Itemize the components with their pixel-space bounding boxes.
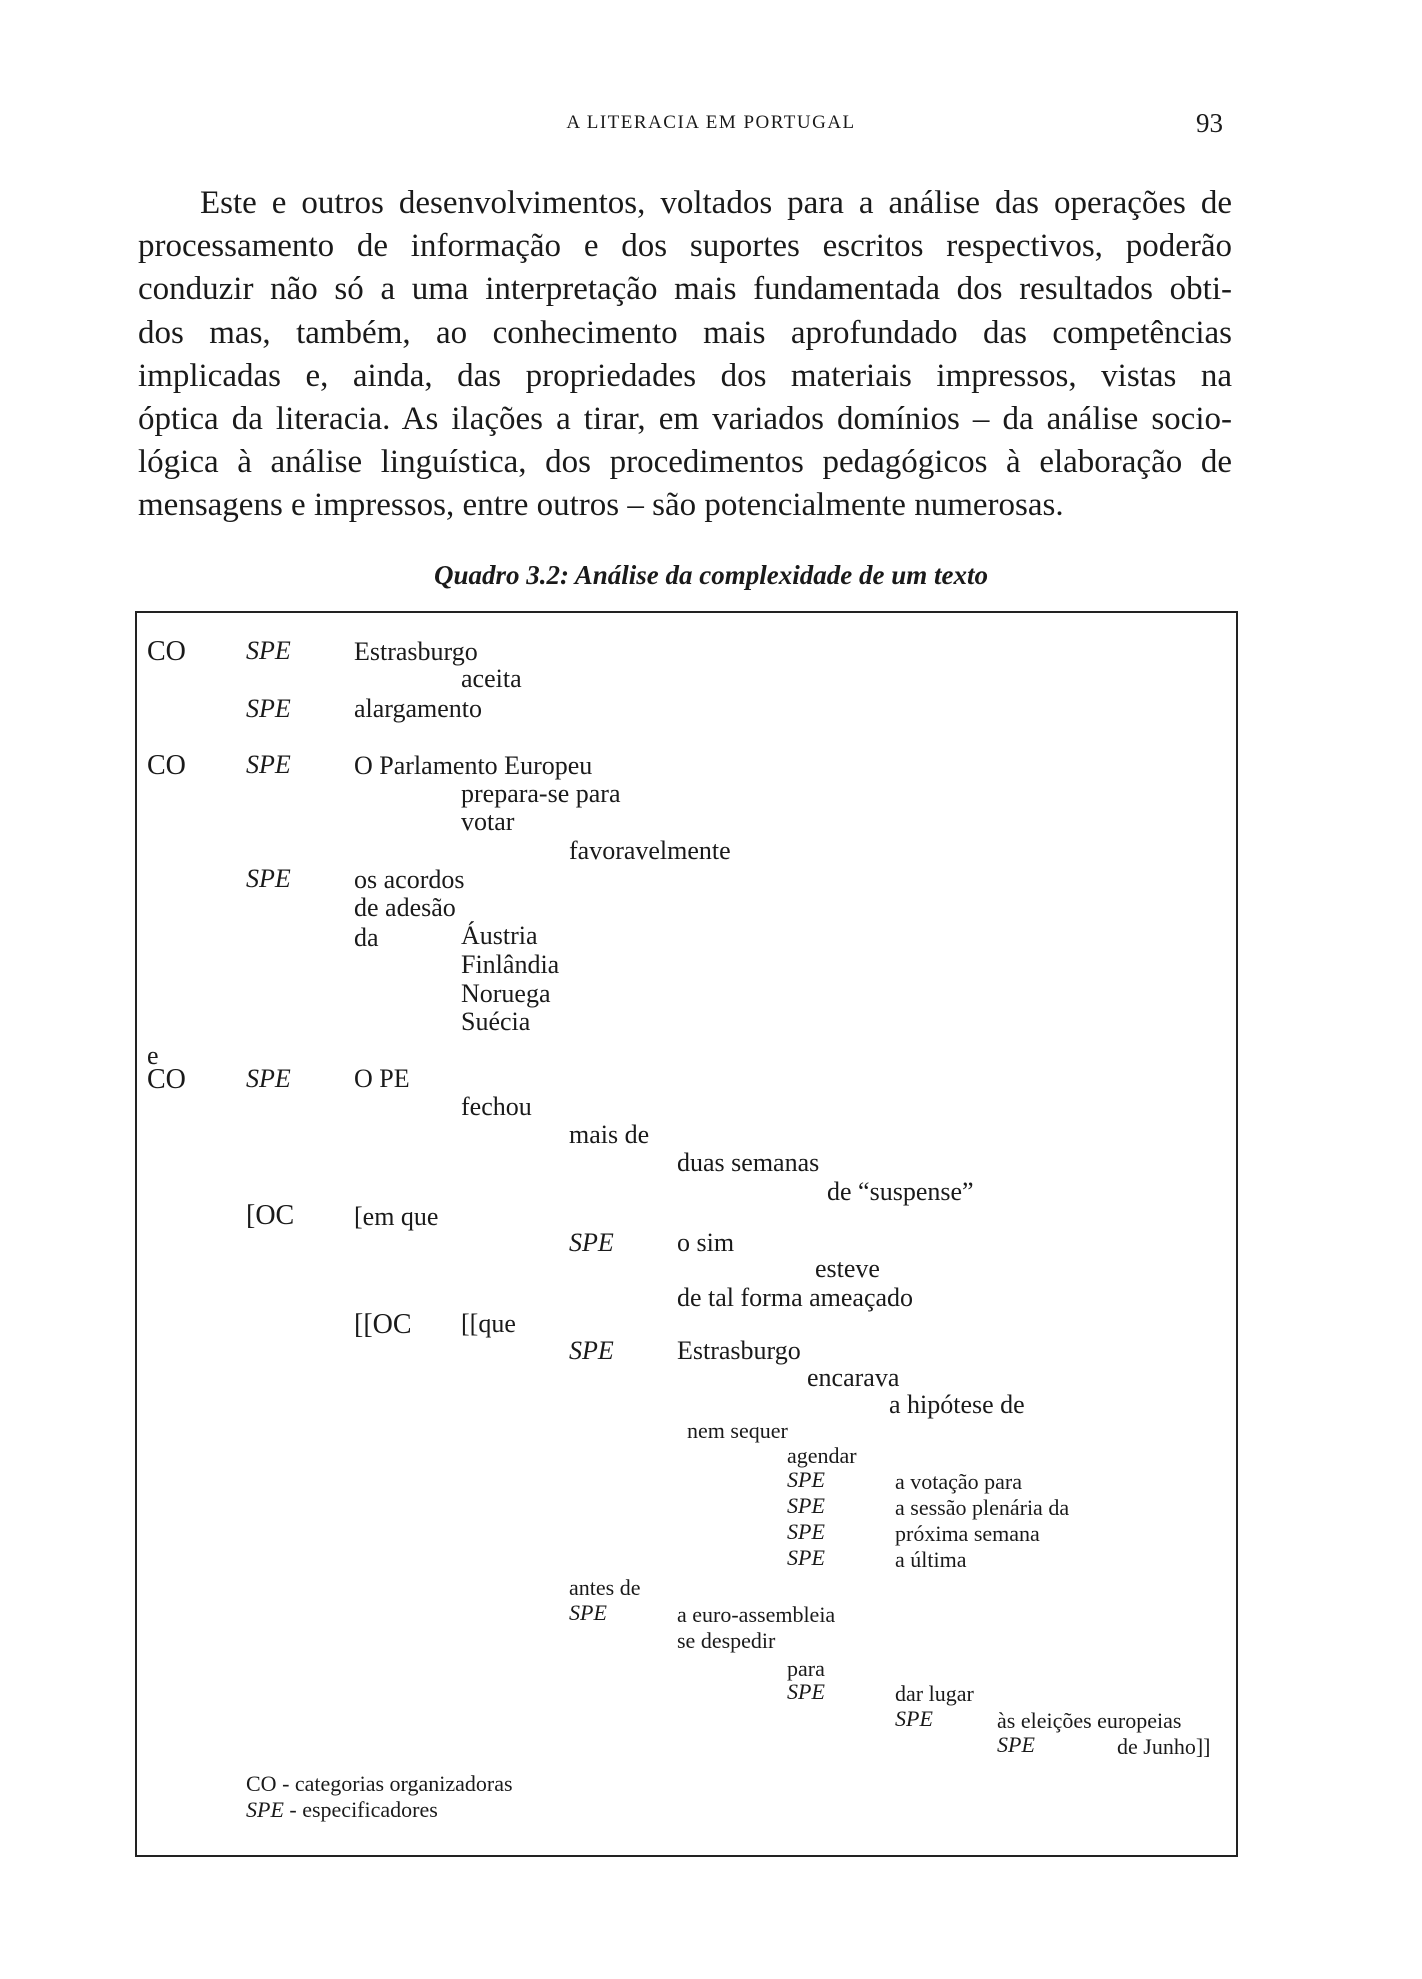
legend-text: - categorias organizadoras	[276, 1771, 513, 1796]
tree-token: alargamento	[354, 694, 483, 723]
body-line: lógica à análise linguística, dos procedimentos pedagógicos à elaboração de	[138, 444, 1232, 481]
legend-item	[246, 1799, 438, 1821]
tree-token: nem sequer	[687, 1418, 788, 1443]
tree-token: antes de	[569, 1575, 641, 1600]
body-paragraph	[138, 182, 1232, 528]
analysis-box	[135, 611, 1238, 1857]
tree-token: Estrasburgo	[677, 1336, 801, 1365]
tree-token: para	[787, 1656, 825, 1681]
tree-token: SPE	[246, 864, 291, 893]
tree-token: SPE	[246, 636, 291, 665]
figure-caption: Quadro 3.2: Análise da complexidade de um texto	[434, 560, 988, 590]
tree-token: a sessão plenária da	[895, 1495, 1070, 1520]
tree-token: da	[354, 923, 379, 952]
tree-token: SPE	[787, 1545, 825, 1570]
tree-token: de Junho]]	[1117, 1734, 1211, 1759]
tree-token: de adesão	[354, 893, 456, 922]
tree-token: [em que	[354, 1202, 439, 1231]
tree-token: favoravelmente	[569, 836, 731, 865]
tree-token: votar	[461, 807, 515, 836]
tree-token: de tal forma ameaçado	[677, 1283, 914, 1312]
tree-token: SPE	[787, 1467, 825, 1492]
tree-token: SPE	[246, 1064, 291, 1093]
tree-token: [[OC	[354, 1309, 412, 1340]
tree-token: SPE	[569, 1600, 607, 1625]
legend-item	[246, 1773, 513, 1795]
tree-token: Estrasburgo	[354, 637, 478, 666]
tree-token: Noruega	[461, 979, 551, 1008]
tree-token: Áustria	[461, 921, 538, 950]
tree-token: a hipótese de	[889, 1390, 1025, 1419]
tree-token: próxima semana	[895, 1521, 1040, 1546]
tree-token: SPE	[787, 1679, 825, 1704]
tree-token: CO	[147, 1064, 186, 1095]
tree-token: o sim	[677, 1228, 735, 1257]
tree-token: encarava	[807, 1363, 900, 1392]
tree-token: [[que	[461, 1309, 516, 1338]
tree-token: [OC	[246, 1200, 295, 1231]
body-line: processamento de informação e dos suportes escritos respectivos, poderão	[138, 228, 1232, 265]
tree-token: SPE	[997, 1732, 1035, 1757]
tree-token: e	[147, 1041, 159, 1070]
tree-token: a euro-assembleia	[677, 1602, 836, 1627]
tree-token: fechou	[461, 1092, 532, 1121]
tree-token: SPE	[787, 1519, 825, 1544]
tree-token: SPE	[246, 694, 291, 723]
tree-token: O Parlamento Europeu	[354, 751, 593, 780]
tree-token: CO	[147, 636, 186, 667]
running-head: A LITERACIA EM PORTUGAL	[566, 112, 856, 133]
body-line: mensagens e impressos, entre outros – são potencialmente numerosas.	[138, 487, 1064, 524]
tree-token: O PE	[354, 1064, 410, 1093]
tree-token: dar lugar	[895, 1681, 974, 1706]
legend-text: - especificadores	[283, 1797, 438, 1822]
tree-token: aceita	[461, 664, 522, 693]
tree-token: SPE	[569, 1228, 614, 1257]
tree-token: agendar	[787, 1443, 857, 1468]
tree-token: esteve	[815, 1254, 880, 1283]
tree-token: CO	[147, 750, 186, 781]
tree-token: a última	[895, 1547, 967, 1572]
legend-abbr: SPE	[246, 1797, 284, 1822]
tree-token: SPE	[246, 750, 291, 779]
tree-token: os acordos	[354, 865, 465, 894]
body-line: óptica da literacia. As ilações a tirar, em variados domínios – da análise socio-	[138, 401, 1232, 438]
page-number: 93	[1196, 108, 1223, 138]
body-line: implicadas e, ainda, das propriedades dos materiais impressos, vistas na	[138, 357, 1232, 394]
tree-token: SPE	[895, 1706, 933, 1731]
body-line: dos mas, também, ao conhecimento mais aprofundado das competências	[138, 314, 1232, 351]
tree-token: mais de	[569, 1120, 650, 1149]
tree-token: a votação para	[895, 1469, 1023, 1494]
tree-token: às eleições europeias	[997, 1708, 1182, 1733]
tree-token: SPE	[569, 1336, 614, 1365]
body-line: conduzir não só a uma interpretação mais fundamentada dos resultados obti-	[138, 271, 1232, 308]
tree-token: se despedir	[677, 1628, 776, 1653]
tree-token: Finlândia	[461, 950, 560, 979]
tree-token: de “suspense”	[827, 1177, 974, 1206]
tree-token: duas semanas	[677, 1148, 820, 1177]
tree-token: Suécia	[461, 1007, 531, 1036]
tree-token: prepara-se para	[461, 779, 621, 808]
tree-token: SPE	[787, 1493, 825, 1518]
body-line: Este e outros desenvolvimentos, voltados para a análise das operações de	[200, 185, 1232, 221]
legend-abbr: CO	[246, 1771, 277, 1796]
